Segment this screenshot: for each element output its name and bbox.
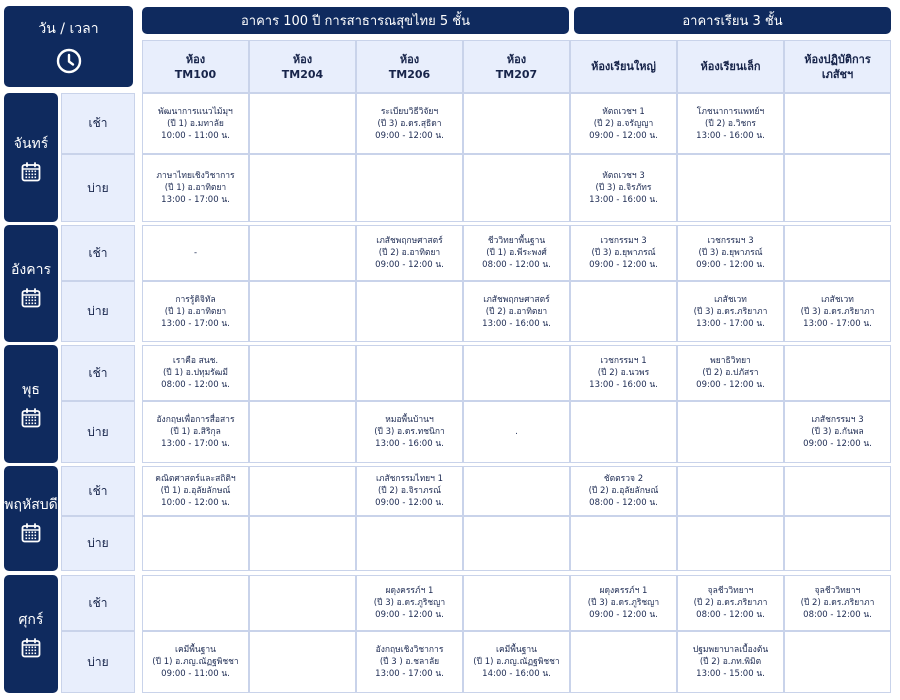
course-time: 09:00 - 12:00 น. bbox=[696, 380, 765, 390]
calendar-icon bbox=[20, 161, 42, 183]
day-name: พฤหัสบดี bbox=[4, 496, 58, 513]
schedule-cell bbox=[142, 281, 249, 342]
room-header bbox=[784, 40, 891, 93]
room-name-line1: ห้องเรียนใหญ่ bbox=[591, 60, 656, 73]
period-name: เช้า bbox=[88, 116, 108, 130]
room-header bbox=[570, 40, 677, 93]
schedule-cell bbox=[784, 631, 891, 693]
room-header bbox=[463, 40, 570, 93]
course-name: หัตถเวชฯ 1 bbox=[602, 106, 645, 117]
course-time: 09:00 - 12:00 น. bbox=[589, 260, 658, 270]
period-name: เช้า bbox=[88, 595, 108, 610]
course-time: 08:00 - 12:00 น. bbox=[482, 260, 551, 270]
room-name-line2: เภสัชฯ bbox=[821, 67, 854, 81]
course-instructor: (ปี 1) อ.อาทิตยา bbox=[164, 306, 227, 317]
schedule-cell bbox=[570, 93, 677, 154]
schedule-cell bbox=[784, 93, 891, 154]
course-instructor: (ปี 3) อ.ยุพาภรณ์ bbox=[591, 248, 656, 258]
room-name-line1: ห้อง bbox=[506, 52, 527, 66]
calendar-icon bbox=[20, 287, 42, 309]
course-time: 10:00 - 11:00 น. bbox=[161, 130, 230, 141]
schedule-cell bbox=[784, 401, 891, 463]
course-name: อังกฤษเชิงวิชาการ bbox=[375, 645, 444, 655]
course-name: ปฐมพยาบาลเบื้องต้น bbox=[692, 645, 769, 655]
schedule-cell bbox=[249, 93, 356, 154]
course-instructor: (ปี 3) อ.ดร.ทชนิกา bbox=[374, 427, 445, 437]
schedule-cell bbox=[677, 516, 784, 571]
room-header bbox=[677, 40, 784, 93]
course-instructor: (ปี 2) อ.ปภัสรา bbox=[702, 368, 759, 378]
day-name: อังคาร bbox=[11, 261, 51, 278]
period-name: บ่าย bbox=[87, 654, 109, 669]
schedule-cell bbox=[463, 631, 570, 693]
course-name: เภสัชกรรมฯ 3 bbox=[811, 415, 864, 425]
course-name: ชัตตรวจ 2 bbox=[603, 474, 644, 484]
course-time: 09:00 - 12:00 น. bbox=[375, 130, 444, 141]
building-name: อาคารเรียน 3 ชั้น bbox=[682, 14, 783, 29]
schedule-cell bbox=[570, 516, 677, 571]
course-instructor: (ปี 3) อ.ดร.สุธิดา bbox=[377, 118, 442, 129]
period-label bbox=[61, 516, 135, 571]
room-name-line2: TM204 bbox=[281, 67, 324, 81]
day-label-block bbox=[4, 575, 58, 693]
period-name: เช้า bbox=[88, 365, 108, 380]
course-instructor: (ปี 3) อ.ดร.ภริยาภา bbox=[693, 306, 768, 317]
course-name: เวชกรรมฯ 1 bbox=[600, 356, 647, 366]
schedule-cell bbox=[677, 345, 784, 401]
course-name: คณิตศาสตร์และสถิติฯ bbox=[155, 474, 236, 484]
building-header bbox=[142, 7, 569, 34]
building-name: อาคาร 100 ปี การสาธารณสุขไทย 5 ชั้น bbox=[240, 14, 470, 29]
schedule-cell bbox=[142, 154, 249, 222]
course-instructor: (ปี 3) อ.ดร.ภูริชญา bbox=[373, 598, 446, 608]
course-name: พัฒนาการแนวไม้มุฯ bbox=[158, 106, 233, 117]
course-instructor: (ปี 2) อ.ดร.ภริยาภา bbox=[800, 598, 875, 608]
room-name-line2: TM100 bbox=[174, 67, 217, 81]
schedule-cell bbox=[463, 225, 570, 281]
schedule-cell bbox=[570, 345, 677, 401]
course-name: เภสัชพฤกษศาสตร์ bbox=[483, 294, 550, 305]
course-time: 13:00 - 16:00 น. bbox=[482, 318, 551, 329]
schedule-cell bbox=[249, 345, 356, 401]
course-name: เวชกรรมฯ 3 bbox=[707, 236, 754, 246]
course-name: การรู้ดิจิทัล bbox=[175, 294, 216, 305]
course-name: เภสัชพฤกษศาสตร์ bbox=[376, 236, 443, 246]
course-time: 09:00 - 12:00 น. bbox=[375, 260, 444, 270]
schedule-cell bbox=[570, 575, 677, 631]
course-instructor: (ปี 2) อ.จรัญญา bbox=[593, 118, 654, 129]
schedule-cell bbox=[570, 154, 677, 222]
course-instructor: (ปี 2) อ.นวพร bbox=[597, 368, 650, 378]
schedule-cell bbox=[142, 516, 249, 571]
period-name: เช้า bbox=[88, 245, 108, 260]
course-time: 09:00 - 12:00 น. bbox=[589, 130, 658, 141]
course-name: เวชกรรมฯ 3 bbox=[600, 236, 647, 246]
schedule-cell bbox=[142, 575, 249, 631]
schedule-cell bbox=[249, 516, 356, 571]
course-instructor: (ปี 3) อ.ดร.ภริยาภา bbox=[800, 306, 875, 317]
period-name: เช้า bbox=[88, 483, 108, 498]
schedule-cell bbox=[249, 281, 356, 342]
schedule-cell bbox=[570, 225, 677, 281]
schedule-cell bbox=[463, 466, 570, 516]
course-time: 08:00 - 12:00 น. bbox=[161, 380, 230, 390]
course-instructor: (ปี 1) อ.อาทิตยา bbox=[164, 183, 227, 193]
course-name: ระเบียบวิธีวิจัยฯ bbox=[380, 106, 439, 117]
period-label bbox=[61, 345, 135, 401]
course-instructor: (ปี 3) อ.จิรภัทร bbox=[595, 183, 652, 193]
course-time: 13:00 - 17:00 น. bbox=[375, 669, 444, 679]
schedule-cell bbox=[463, 93, 570, 154]
schedule-cell bbox=[784, 466, 891, 516]
schedule-cell bbox=[249, 154, 356, 222]
course-time: 14:00 - 16:00 น. bbox=[482, 669, 551, 679]
course-instructor: (ปี 1) อ.ภญ.ณัฏฐพิชชา bbox=[473, 657, 560, 667]
course-name: หัตถเวชฯ 3 bbox=[602, 171, 645, 181]
schedule-cell bbox=[356, 281, 463, 342]
schedule-cell bbox=[249, 575, 356, 631]
room-name-line1: ห้อง bbox=[185, 52, 206, 66]
room-header bbox=[249, 40, 356, 93]
schedule-cell bbox=[570, 401, 677, 463]
period-name: บ่าย bbox=[87, 180, 109, 195]
course-name: เภสัชเวท bbox=[821, 294, 854, 305]
course-instructor: (ปี 2) อ.อุลัยลักษณ์ bbox=[588, 486, 659, 496]
course-instructor: (ปี 2) อ.อาทิตยา bbox=[378, 248, 441, 258]
schedule-cell bbox=[356, 516, 463, 571]
schedule-cell bbox=[677, 281, 784, 342]
course-name: - bbox=[193, 248, 198, 258]
schedule-cell bbox=[356, 466, 463, 516]
period-label bbox=[61, 154, 135, 222]
schedule-cell bbox=[677, 225, 784, 281]
schedule-cell bbox=[463, 575, 570, 631]
schedule-cell bbox=[356, 93, 463, 154]
building-header bbox=[574, 7, 891, 34]
schedule-cell bbox=[249, 466, 356, 516]
schedule-cell bbox=[677, 466, 784, 516]
course-name: ชีววิทยาพื้นฐาน bbox=[487, 236, 546, 246]
course-name: โภชนาการแพทย์ฯ bbox=[696, 106, 765, 117]
course-name: พยาธิวิทยา bbox=[710, 356, 751, 366]
period-name: บ่าย bbox=[87, 304, 109, 318]
room-header bbox=[356, 40, 463, 93]
schedule-cell bbox=[784, 575, 891, 631]
course-time: 09:00 - 11:00 น. bbox=[161, 669, 230, 679]
schedule-cell bbox=[249, 631, 356, 693]
room-name-line1: ห้องเรียนเล็ก bbox=[700, 60, 761, 73]
period-label bbox=[61, 631, 135, 693]
day-name: ศุกร์ bbox=[18, 612, 44, 628]
day-label-block bbox=[4, 93, 58, 222]
schedule-cell bbox=[677, 575, 784, 631]
schedule-cell bbox=[570, 281, 677, 342]
course-name: ผดุงครรภ์ฯ 1 bbox=[385, 586, 434, 596]
schedule-cell bbox=[356, 401, 463, 463]
course-name: เภสัชกรรมไทยฯ 1 bbox=[375, 474, 444, 484]
schedule-cell bbox=[463, 281, 570, 342]
course-time: 09:00 - 12:00 น. bbox=[696, 260, 765, 270]
schedule-cell bbox=[784, 154, 891, 222]
day-label-block bbox=[4, 466, 58, 571]
course-name: เภสัชเวท bbox=[714, 294, 747, 305]
course-time: 10:00 - 12:00 น. bbox=[161, 498, 230, 508]
schedule-cell bbox=[784, 345, 891, 401]
course-time: 09:00 - 12:00 น. bbox=[375, 498, 444, 508]
course-instructor: (ปี 1) อ.พีระพงศ์ bbox=[486, 248, 547, 258]
schedule-cell bbox=[142, 345, 249, 401]
course-instructor: (ปี 1) อ.อุลัยลักษณ์ bbox=[160, 486, 231, 496]
corner-header bbox=[4, 6, 133, 87]
course-instructor: (ปี 3) อ.ดร.ภูริชญา bbox=[587, 598, 660, 608]
schedule-cell bbox=[356, 631, 463, 693]
period-name: บ่าย bbox=[87, 536, 109, 550]
course-time: 08:00 - 12:00 น. bbox=[696, 610, 765, 620]
course-time: 13:00 - 15:00 น. bbox=[696, 669, 765, 679]
course-time: 08:00 - 12:00 น. bbox=[803, 610, 872, 620]
course-time: 13:00 - 17:00 น. bbox=[161, 318, 230, 329]
period-label bbox=[61, 575, 135, 631]
course-instructor: (ปี 3) อ.กันพล bbox=[811, 427, 864, 437]
course-time: 13:00 - 16:00 น. bbox=[589, 195, 658, 205]
period-label bbox=[61, 281, 135, 342]
course-time: 13:00 - 16:00 น. bbox=[589, 380, 658, 390]
schedule-cell bbox=[570, 466, 677, 516]
course-time: 13:00 - 17:00 น. bbox=[803, 318, 872, 329]
course-instructor: (ปี 2) อ.วิชกร bbox=[705, 118, 756, 129]
course-instructor: (ปี 3) อ.ยุพาภรณ์ bbox=[698, 248, 763, 258]
day-name: จันทร์ bbox=[13, 135, 49, 152]
course-name: อังกฤษเพื่อการสื่อสาร bbox=[156, 415, 235, 425]
schedule-cell bbox=[570, 631, 677, 693]
day-name: พุธ bbox=[22, 382, 40, 398]
day-label-block bbox=[4, 345, 58, 463]
course-time: 08:00 - 12:00 น. bbox=[589, 498, 658, 508]
room-name-line1: ห้อง bbox=[399, 52, 420, 66]
schedule-cell bbox=[356, 225, 463, 281]
course-time: 13:00 - 16:00 น. bbox=[696, 130, 765, 141]
schedule-cell bbox=[784, 281, 891, 342]
corner-label: วัน / เวลา bbox=[38, 21, 99, 37]
schedule-cell bbox=[463, 516, 570, 571]
room-name-line1: ห้องปฏิบัติการ bbox=[804, 52, 871, 66]
period-label bbox=[61, 401, 135, 463]
calendar-icon bbox=[20, 522, 42, 544]
course-time: 13:00 - 17:00 น. bbox=[161, 195, 230, 205]
course-instructor: (ปี 1) อ.ภญ.ณัฏฐพิชชา bbox=[152, 657, 239, 667]
schedule-cell bbox=[142, 93, 249, 154]
schedule-cell bbox=[677, 401, 784, 463]
schedule-cell bbox=[249, 401, 356, 463]
schedule-cell bbox=[677, 631, 784, 693]
course-instructor: (ปี 2) อ.ภท.พิมิต bbox=[699, 657, 762, 667]
course-name: จุลชีววิทยาฯ bbox=[814, 586, 861, 596]
course-time: 13:00 - 17:00 น. bbox=[161, 439, 230, 449]
course-name: ภาษาไทยเชิงวิชาการ bbox=[156, 171, 235, 181]
clock-icon bbox=[56, 48, 82, 74]
schedule-cell bbox=[356, 575, 463, 631]
schedule-cell bbox=[142, 466, 249, 516]
schedule-cell bbox=[784, 516, 891, 571]
room-name-line2: TM206 bbox=[388, 67, 431, 81]
schedule-cell bbox=[784, 225, 891, 281]
schedule-cell bbox=[463, 154, 570, 222]
schedule-cell bbox=[463, 345, 570, 401]
period-label bbox=[61, 93, 135, 154]
period-label bbox=[61, 225, 135, 281]
schedule-cell bbox=[142, 225, 249, 281]
course-name: จุลชีววิทยาฯ bbox=[707, 586, 754, 596]
schedule-cell bbox=[142, 631, 249, 693]
schedule-cell bbox=[463, 401, 570, 463]
period-label bbox=[61, 466, 135, 516]
course-name: เคมีพื้นฐาน bbox=[175, 645, 216, 655]
course-time: 13:00 - 17:00 น. bbox=[696, 318, 765, 329]
room-name-line2: TM207 bbox=[495, 67, 538, 81]
schedule-cell bbox=[677, 154, 784, 222]
course-time: 13:00 - 16:00 น. bbox=[375, 439, 444, 449]
schedule-cell bbox=[249, 225, 356, 281]
room-header bbox=[142, 40, 249, 93]
course-instructor: (ปี 2) อ.อาทิตยา bbox=[485, 306, 548, 317]
course-name: เคมีพื้นฐาน bbox=[496, 645, 537, 655]
course-instructor: (ปี 1) อ.มทาลัย bbox=[167, 118, 224, 129]
room-name-line1: ห้อง bbox=[292, 52, 313, 66]
schedule-cell bbox=[356, 345, 463, 401]
schedule-cell bbox=[142, 401, 249, 463]
course-time: 09:00 - 12:00 น. bbox=[803, 439, 872, 449]
course-name: ผดุงครรภ์ฯ 1 bbox=[599, 586, 648, 596]
course-instructor: (ปี 1) อ.สิริกุล bbox=[170, 427, 221, 437]
course-name: เราคือ สนช. bbox=[172, 356, 219, 366]
course-instructor: (ปี 2) อ.ดร.ภริยาภา bbox=[693, 598, 768, 608]
course-instructor: (ปี 3 ) อ.ชลาลัย bbox=[379, 657, 440, 667]
schedule-cell bbox=[356, 154, 463, 222]
course-instructor: (ปี 2) อ.จิราภรณ์ bbox=[377, 486, 442, 496]
course-name: . bbox=[515, 427, 518, 437]
course-time: 09:00 - 12:00 น. bbox=[375, 610, 444, 620]
course-instructor: (ปี 1) อ.ปทุมรัฒมี bbox=[162, 368, 229, 378]
period-name: บ่าย bbox=[87, 424, 109, 439]
calendar-icon bbox=[20, 637, 42, 659]
course-time: 09:00 - 12:00 น. bbox=[589, 610, 658, 620]
calendar-icon bbox=[20, 407, 42, 429]
course-name: หมอพื้นบ้านฯ bbox=[385, 415, 434, 425]
schedule-cell bbox=[677, 93, 784, 154]
day-label-block bbox=[4, 225, 58, 342]
